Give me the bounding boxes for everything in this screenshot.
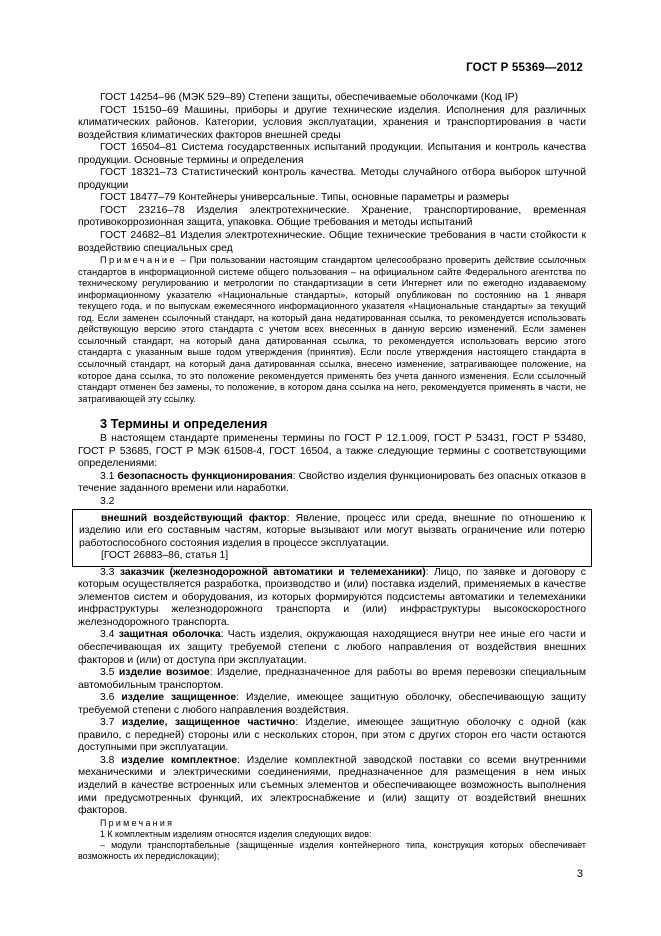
term-name: безопасность функционирования bbox=[117, 470, 293, 482]
term-3-3 bbox=[78, 567, 586, 630]
section-intro: В настоящем стандарте применены термины по ГОСТ Р 12.1.009, ГОСТ Р 53431, ГОСТ Р 53480, ГОСТ Р 53685, ГОСТ Р МЭК 61508-4, ГОСТ 16504, а также следующие термины с соответствующими определениями: bbox=[78, 433, 586, 470]
term-definition: : Явление, процесс или среда, внешние по отношению к изделию или его составным частям, которые вызывают или могут вызвать ограничение или потерю работоспособного состояния изделия в процессе эксплуатации. bbox=[79, 512, 585, 549]
term-number: 3.1 bbox=[100, 470, 118, 482]
term-definition: : Свойство изделия функционировать без опасных отказов в течение заданного времени или наработки. bbox=[78, 470, 586, 495]
note-label: Примечание bbox=[100, 255, 177, 266]
term-3-6 bbox=[78, 692, 586, 717]
term-definition: : Изделие, предназначенное для работы во время перевозки специальным автомобильным транспортом. bbox=[78, 667, 586, 691]
note-text: – При пользовании настоящим стандартом целесообразно проверить действие ссылочных стандартов в информационной системе общего пользования – на официальном сайте Федерального агентства по техническому регулированию и метрологии по стандартизации в сети Интернет или по ежегодно издаваемому информационному указателю «Национальные стандарты», который опубликован по состоянию на 1 января текущего года, и по выпускам ежемесячного информационного указателя «Национальные стандарты» за текущий год. Если заменен ссылочный стандарт, на который дана недатированная ссылка, то рекомендуется использовать действующую версию этого стандарта с учетом всех внесенных в данную версию изменений. Если заменен ссылочный стандарт, на который дана датированная ссылка, то рекомендуется использовать версию этого стандарта с указанным выше годом утверждения (принятия). Если после утверждения настоящего стандарта в ссылочный стандарт, на который дана датированная ссылка, внесено изменение, затрагивающее положение, на которое дана ссылка, то это положение рекомендуется применять без учета данного изменения. Если ссылочный стандарт отменен без замены, то положение, в котором дана ссылка на него, рекомендуется применять в части, не затрагивающей эту ссылку. bbox=[78, 255, 586, 404]
term-3-1 bbox=[78, 471, 586, 496]
ref-item: ГОСТ 18321–73 Статистический контроль качества. Методы случайного отбора выборок штучной продукции bbox=[78, 167, 586, 191]
term-name: внешний воздействующий фактор bbox=[101, 512, 287, 524]
reference-note bbox=[78, 255, 586, 405]
term-3-5 bbox=[78, 667, 586, 692]
term-name: изделие комплектное bbox=[121, 754, 237, 766]
term-number: 3.3 bbox=[100, 566, 120, 578]
page-number: 3 bbox=[576, 868, 583, 880]
notes-block bbox=[78, 818, 586, 863]
term-number: 3.7 bbox=[100, 717, 122, 729]
notes-label: Примечания bbox=[100, 817, 175, 828]
ref-item: ГОСТ 24682–81 Изделия электротехнические. Общие технические требования в части стойкости к воздействию специальных сред bbox=[78, 230, 586, 254]
term-name: защитная оболочка bbox=[118, 629, 221, 641]
note-item: – модули транспортабельные (защищенные изделия контейнерного типа, конструкция которых обеспечивает возможность их передислокации); bbox=[78, 840, 586, 862]
ref-item: ГОСТ 15150–69 Машины, приборы и другие технические изделия. Исполнения для различных климатических районов. Категории, условия эксплуатации, хранения и транспортирования в части воздействия климатических факторов внешней среды bbox=[78, 104, 586, 141]
term-3-4 bbox=[78, 629, 586, 667]
term-number: 3.5 bbox=[100, 667, 119, 679]
term-definition: : Изделие, имеющее защитную оболочку, обеспечивающую защиту требуемой степени с любого направления воздействия. bbox=[78, 692, 586, 716]
term-number: 3.6 bbox=[100, 692, 122, 704]
page-content bbox=[78, 92, 586, 862]
ref-item: ГОСТ 16504–81 Система государственных испытаний продукции. Испытания и контроль качества продукции. Основные термины и определения bbox=[78, 142, 586, 166]
term-3-2-box bbox=[72, 509, 592, 567]
ref-item: ГОСТ 14254–96 (МЭК 529–89) Степени защиты, обеспечиваемые оболочками (Код IP) bbox=[100, 92, 519, 103]
term-name: заказчик (железнодорожной автоматики и телемеханики) bbox=[119, 566, 426, 578]
term-name: изделие возимое bbox=[118, 667, 210, 679]
term-definition: : Изделие комплектной заводской поставки со всеми внутренними механическими и электрическими соединениями, предназначенное для размещения в нем иных изделий в качестве встроенных или съемных элементов и обеспечивающее возможность выполнения ими предусмотренных функций, их электроснабжение и (или) защиту от воздействий внешних факторов. bbox=[78, 754, 587, 817]
term-definition: : Изделие, имеющее защитную оболочку с одной (как правило, с передней) стороны или с нескольких сторон, при этом с других сторон его части остаются доступными при эксплуатации. bbox=[78, 717, 586, 754]
note-item: 1 К комплектным изделиям относятся изделия следующих видов: bbox=[100, 828, 372, 839]
term-3-7 bbox=[78, 717, 586, 755]
term-name: изделие защищенное bbox=[121, 692, 237, 704]
term-number: 3.8 bbox=[100, 754, 122, 766]
term-3-2-number: 3.2 bbox=[100, 495, 115, 507]
section-title: 3 Термины и определения bbox=[100, 416, 268, 432]
term-source: [ГОСТ 26883–86, статья 1] bbox=[101, 550, 229, 562]
term-3-8 bbox=[78, 755, 586, 818]
document-code: ГОСТ Р 55369—2012 bbox=[466, 62, 583, 74]
term-definition: : Часть изделия, окружающая находящиеся внутри нее иные его части и обеспечивающая их защиту требуемой степени с любого направления от воздействия внешних факторов и (или) от доступа при эксплуатации. bbox=[78, 629, 586, 666]
term-definition: : Лицо, по заявке и договору с которым осуществляется разработка, производство и (или) поставка изделий, применяемых в качестве элементов систем и оборудования, из которых формируются подсистемы автоматики и телемеханики инфраструктуры железнодорожного транспорта и (или) инфраструктуры высокоскоростного железнодорожного транспорта. bbox=[78, 566, 586, 628]
ref-item: ГОСТ 18477–79 Контейнеры универсальные. Типы, основные параметры и размеры bbox=[100, 192, 509, 204]
ref-item: ГОСТ 23216–78 Изделия электротехнические. Хранение, транспортирование, временная противокоррозионная защита, упаковка. Общие требования и методы испытаний bbox=[78, 204, 586, 229]
term-name: изделие, защищенное частично bbox=[121, 717, 296, 729]
term-number: 3.4 bbox=[100, 629, 119, 641]
